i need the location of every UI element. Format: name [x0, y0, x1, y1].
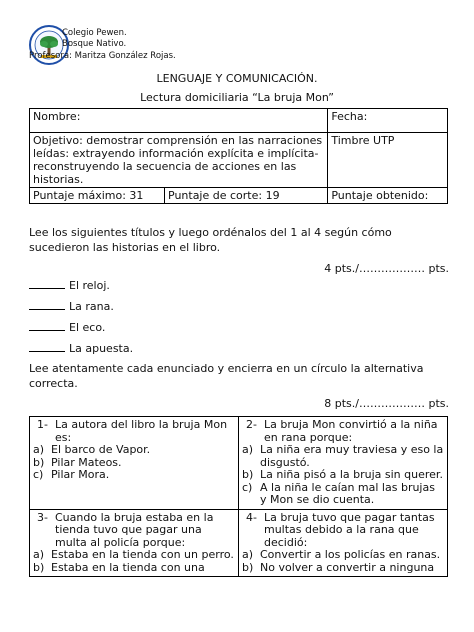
question-cell: [239, 509, 448, 577]
answer-option[interactable]: [33, 562, 235, 575]
date-label: Fecha:: [331, 110, 368, 123]
order-item-label: El eco.: [69, 321, 106, 334]
option-text: A la niña le caían mal las brujas y Mon se dio cuenta.: [260, 480, 435, 506]
answer-option[interactable]: [242, 444, 444, 469]
order-item-label: La rana.: [69, 300, 114, 313]
option-text: Pilar Mateos.: [51, 455, 122, 469]
option-text: La niña era muy traviesa y eso la disgustó.: [260, 443, 444, 469]
option-letter: b): [33, 560, 45, 574]
school-subtitle: Bosque Nativo.: [62, 39, 127, 49]
option-letter: a): [242, 443, 254, 456]
order-item: [29, 278, 449, 293]
order-item: [29, 341, 449, 356]
question-text: La autora del libro la bruja Mon es:: [55, 418, 228, 444]
order-item: [29, 299, 449, 314]
option-letter: b): [242, 468, 254, 481]
max-score: Puntaje máximo: 31: [30, 188, 165, 204]
option-text: El barco de Vapor.: [51, 443, 151, 456]
option-letter: b): [33, 455, 45, 469]
section1-points: 4 pts./……………… pts.: [324, 262, 449, 275]
option-letter: a): [33, 443, 45, 456]
option-letter: a): [242, 548, 254, 561]
option-letter: a): [33, 548, 45, 561]
cutoff-score: Puntaje de corte: 19: [165, 188, 328, 204]
answer-option[interactable]: [33, 469, 235, 482]
answer-option[interactable]: [33, 444, 235, 457]
objective-cell: Objetivo: demostrar comprensión en las narraciones leídas: extrayendo información explícita e implícita- reconstruyendo la secuencia de acciones en las historias.: [30, 133, 328, 188]
question-cell: [239, 417, 448, 510]
question-number: 4-: [246, 510, 257, 524]
teacher-name: Profesora: Maritza González Rojas.: [29, 51, 176, 61]
question-cell: [30, 417, 239, 510]
answer-blank[interactable]: [29, 279, 65, 289]
obtained-score[interactable]: Puntaje obtenido:: [328, 188, 448, 204]
question-text: La bruja Mon convirtió a la niña en rana porque:: [264, 418, 438, 444]
school-name: Colegio Pewen.: [62, 28, 127, 38]
option-text: Estaba en la tienda con un perro.: [51, 548, 234, 561]
student-info-table: [29, 108, 448, 204]
question-cell: [30, 509, 239, 577]
questions-table: [29, 416, 448, 577]
option-letter: c): [242, 480, 253, 494]
question-number: 2-: [246, 418, 257, 431]
option-letter: b): [242, 560, 254, 574]
question-number: 1-: [37, 418, 48, 431]
order-item: [29, 320, 449, 335]
answer-option[interactable]: [242, 469, 444, 482]
answer-option[interactable]: [242, 482, 444, 507]
option-text: No volver a convertir a ninguna: [260, 560, 435, 574]
order-item-label: La apuesta.: [69, 342, 134, 355]
option-text: La niña pisó a la bruja sin querer.: [260, 468, 443, 481]
question-text: Cuando la bruja estaba en la tienda tuvo que pagar una multa al policía porque:: [55, 510, 214, 549]
question-text: La bruja tuvo que pagar tantas multas debido a la rana que decidió:: [264, 510, 435, 549]
option-letter: c): [33, 468, 44, 481]
section1-instruction: Lee los siguientes títulos y luego ordénalos del 1 al 4 según cómo sucedieron las historias en el libro.: [29, 226, 392, 254]
option-text: Estaba en la tienda con una: [51, 560, 205, 574]
reading-title: Lectura domiciliaria “La bruja Mon”: [140, 91, 334, 104]
answer-blank[interactable]: [29, 342, 65, 352]
section2-points: 8 pts./……………… pts.: [324, 397, 449, 410]
answer-option[interactable]: [242, 562, 444, 575]
section2-instruction: Lee atentamente cada enunciado y encierra en un círculo la alternativa correcta.: [29, 362, 424, 390]
option-text: Pilar Mora.: [51, 468, 110, 481]
date-cell[interactable]: [328, 109, 448, 133]
name-label: Nombre:: [33, 110, 81, 123]
stamp-cell: Timbre UTP: [328, 133, 448, 188]
order-item-label: El reloj.: [69, 279, 110, 292]
answer-option[interactable]: [33, 549, 235, 562]
question-number: 3-: [37, 510, 48, 524]
answer-blank[interactable]: [29, 300, 65, 310]
name-cell[interactable]: [30, 109, 328, 133]
subject-title: LENGUAJE Y COMUNICACIÓN.: [156, 72, 318, 85]
option-text: Convertir a los policías en ranas.: [260, 548, 441, 561]
answer-blank[interactable]: [29, 321, 65, 331]
answer-option[interactable]: [242, 549, 444, 562]
